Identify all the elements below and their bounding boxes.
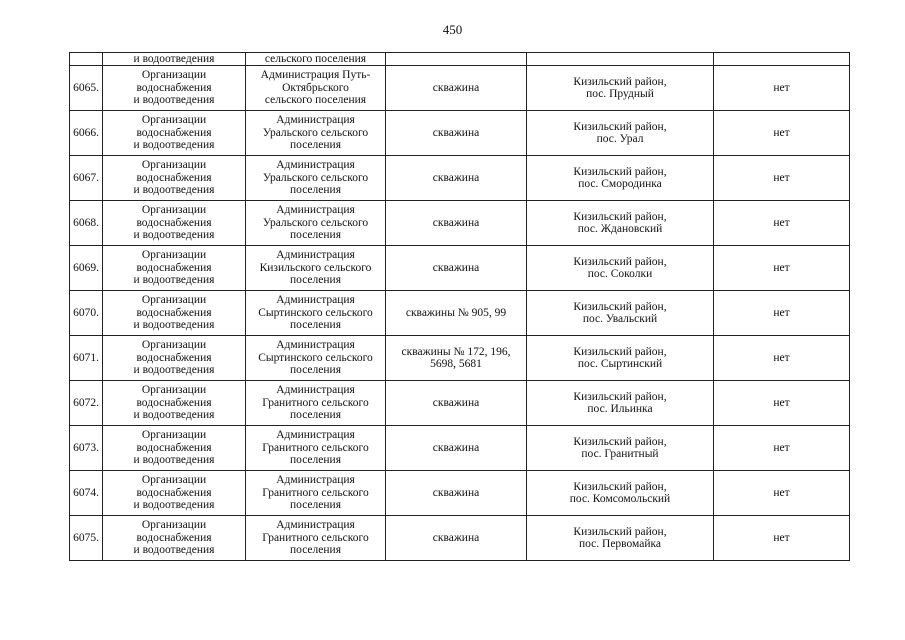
table-row bbox=[70, 291, 850, 336]
cell-organization bbox=[103, 111, 246, 156]
cell-number-text: 6071. bbox=[73, 351, 99, 364]
cell-flag-text: нет bbox=[773, 171, 790, 184]
cell-object bbox=[386, 291, 527, 336]
cell-flag bbox=[714, 53, 850, 66]
cell-flag bbox=[714, 66, 850, 111]
cell-object bbox=[386, 66, 527, 111]
cell-number-text: 6068. bbox=[73, 216, 99, 229]
cell-address bbox=[527, 471, 714, 516]
cell-administration-text: Администрация Путь- Октябрьского сельского поселения bbox=[260, 69, 371, 107]
cell-address-text: Кизильский район, пос. Сыртинский bbox=[573, 345, 667, 370]
table-row bbox=[70, 516, 850, 561]
page-number: 450 bbox=[442, 22, 463, 37]
cell-flag bbox=[714, 336, 850, 381]
cell-flag-text: нет bbox=[773, 531, 790, 544]
cell-flag bbox=[714, 381, 850, 426]
cell-flag bbox=[714, 111, 850, 156]
cell-flag-text: нет bbox=[773, 81, 790, 94]
cell-address bbox=[527, 246, 714, 291]
registry-table bbox=[69, 52, 850, 561]
cell-object-text: скважина bbox=[432, 261, 480, 274]
cell-flag-text: нет bbox=[773, 261, 790, 274]
cell-address bbox=[527, 111, 714, 156]
cell-organization bbox=[103, 516, 246, 561]
cell-flag-text: нет bbox=[773, 216, 790, 229]
cell-organization bbox=[103, 336, 246, 381]
cell-organization: и водоотведения bbox=[103, 53, 246, 66]
table-row bbox=[70, 111, 850, 156]
cell-number bbox=[70, 471, 103, 516]
cell-flag bbox=[714, 471, 850, 516]
cell-administration-text: Администрация Уральского сельского поселения bbox=[262, 204, 369, 242]
cell-object-text: скважины № 172, 196, 5698, 5681 bbox=[401, 345, 511, 370]
cell-object-text: скважина bbox=[432, 486, 480, 499]
table-row bbox=[70, 246, 850, 291]
cell-flag bbox=[714, 156, 850, 201]
cell-organization bbox=[103, 471, 246, 516]
cell-number bbox=[70, 426, 103, 471]
cell-organization bbox=[103, 381, 246, 426]
cell-object-text: скважина bbox=[432, 396, 480, 409]
cell-number bbox=[70, 111, 103, 156]
cell-address-text: Кизильский район, пос. Соколки bbox=[573, 255, 667, 280]
cell-address-text: Кизильский район, пос. Ждановский bbox=[573, 210, 667, 235]
continuation-row bbox=[70, 53, 850, 66]
cell-object-text: скважина bbox=[432, 171, 480, 184]
cell-flag-text: нет bbox=[773, 441, 790, 454]
cell-address bbox=[527, 336, 714, 381]
table-row bbox=[70, 381, 850, 426]
cell-number-text: 6065. bbox=[73, 81, 99, 94]
cell-number-text: 6075. bbox=[73, 531, 99, 544]
cell-address-text: Кизильский район, пос. Урал bbox=[573, 120, 667, 145]
cell-flag bbox=[714, 291, 850, 336]
cell-number bbox=[70, 246, 103, 291]
cell-object-text: скважина bbox=[432, 126, 480, 139]
cell-organization bbox=[103, 246, 246, 291]
cell-administration-text: Администрация Гранитного сельского поселения bbox=[262, 519, 369, 557]
cell-address-text: Кизильский район, пос. Смородинка bbox=[573, 165, 667, 190]
cell-administration-text: Администрация Сыртинского сельского поселения bbox=[258, 294, 373, 332]
cell-flag-text: нет bbox=[773, 126, 790, 139]
cell-administration-text: Администрация Сыртинского сельского поселения bbox=[258, 339, 373, 377]
cell-organization-text: Организации водоснабжения и водоотведения bbox=[133, 474, 215, 512]
cell-address bbox=[527, 156, 714, 201]
cell-address-text: Кизильский район, пос. Увальский bbox=[573, 300, 667, 325]
cell-administration bbox=[246, 201, 386, 246]
cell-address bbox=[527, 291, 714, 336]
cell-flag-text: нет bbox=[773, 351, 790, 364]
cell-flag bbox=[714, 201, 850, 246]
cell-organization bbox=[103, 66, 246, 111]
cell-organization-text: Организации водоснабжения и водоотведения bbox=[133, 429, 215, 467]
cell-flag-text: нет bbox=[773, 486, 790, 499]
table-row bbox=[70, 66, 850, 111]
cell-object bbox=[386, 336, 527, 381]
cell-number bbox=[70, 156, 103, 201]
cell-address bbox=[527, 516, 714, 561]
cell-object bbox=[386, 381, 527, 426]
cell-number bbox=[70, 336, 103, 381]
cell-organization-text: Организации водоснабжения и водоотведения bbox=[133, 384, 215, 422]
cell-object bbox=[386, 201, 527, 246]
table-row bbox=[70, 336, 850, 381]
cell-object bbox=[386, 156, 527, 201]
cell-administration bbox=[246, 471, 386, 516]
cell-administration bbox=[246, 426, 386, 471]
cell-number-text: 6070. bbox=[73, 306, 99, 319]
cell-organization-text: Организации водоснабжения и водоотведения bbox=[133, 249, 215, 287]
cell-administration bbox=[246, 66, 386, 111]
cell-administration-text: Администрация Кизильского сельского поселения bbox=[259, 249, 372, 287]
cell-object bbox=[386, 111, 527, 156]
cell-object bbox=[386, 516, 527, 561]
table-row bbox=[70, 426, 850, 471]
cell-organization bbox=[103, 156, 246, 201]
cell-address bbox=[527, 381, 714, 426]
cell-organization-text: Организации водоснабжения и водоотведения bbox=[133, 204, 215, 242]
cell-administration-text: Администрация Гранитного сельского поселения bbox=[262, 474, 369, 512]
cell-address bbox=[527, 53, 714, 66]
cell-address-text: Кизильский район, пос. Комсомольский bbox=[569, 480, 671, 505]
cell-administration bbox=[246, 291, 386, 336]
cell-number-text: 6074. bbox=[73, 486, 99, 499]
cell-administration-text: Администрация Гранитного сельского поселения bbox=[262, 384, 369, 422]
cell-organization bbox=[103, 426, 246, 471]
cell-number bbox=[70, 516, 103, 561]
cell-flag-text: нет bbox=[773, 396, 790, 409]
cell-organization-text: Организации водоснабжения и водоотведения bbox=[133, 294, 215, 332]
cell-administration bbox=[246, 156, 386, 201]
table-row bbox=[70, 201, 850, 246]
cell-object bbox=[386, 246, 527, 291]
cell-flag-text: нет bbox=[773, 306, 790, 319]
cell-number-text: 6072. bbox=[73, 396, 99, 409]
cell-administration-text: Администрация Уральского сельского поселения bbox=[262, 114, 369, 152]
cell-organization bbox=[103, 291, 246, 336]
cell-number bbox=[70, 201, 103, 246]
cell-administration bbox=[246, 336, 386, 381]
cell-administration-text: Администрация Гранитного сельского поселения bbox=[262, 429, 369, 467]
cell-organization-text: Организации водоснабжения и водоотведения bbox=[133, 339, 215, 377]
cell-address-text: Кизильский район, пос. Первомайка bbox=[573, 525, 667, 550]
cell-flag bbox=[714, 426, 850, 471]
cell-organization-text: Организации водоснабжения и водоотведения bbox=[133, 159, 215, 197]
cell-organization-text: Организации водоснабжения и водоотведения bbox=[133, 69, 215, 107]
cell-object-text: скважина bbox=[432, 216, 480, 229]
cell-address bbox=[527, 66, 714, 111]
cell-object bbox=[386, 426, 527, 471]
cell-number bbox=[70, 53, 103, 66]
cell-address bbox=[527, 426, 714, 471]
cell-number-text: 6069. bbox=[73, 261, 99, 274]
cell-number-text: 6073. bbox=[73, 441, 99, 454]
cell-administration: сельского поселения bbox=[246, 53, 386, 66]
cell-object-text: скважина bbox=[432, 81, 480, 94]
cell-administration bbox=[246, 381, 386, 426]
cell-object-text: скважины № 905, 99 bbox=[405, 306, 507, 319]
cell-object bbox=[386, 471, 527, 516]
cell-organization-text: Организации водоснабжения и водоотведения bbox=[133, 114, 215, 152]
cell-administration bbox=[246, 111, 386, 156]
cell-flag bbox=[714, 516, 850, 561]
table-body bbox=[70, 53, 850, 561]
cell-flag bbox=[714, 246, 850, 291]
cell-administration bbox=[246, 516, 386, 561]
cell-organization-text: Организации водоснабжения и водоотведения bbox=[133, 519, 215, 557]
cell-object-text: скважина bbox=[432, 441, 480, 454]
table-row bbox=[70, 471, 850, 516]
cell-address-text: Кизильский район, пос. Гранитный bbox=[573, 435, 667, 460]
cell-number bbox=[70, 291, 103, 336]
cell-organization bbox=[103, 201, 246, 246]
cell-number bbox=[70, 381, 103, 426]
cell-address-text: Кизильский район, пос. Ильинка bbox=[573, 390, 667, 415]
cell-administration bbox=[246, 246, 386, 291]
cell-administration-text: Администрация Уральского сельского поселения bbox=[262, 159, 369, 197]
cell-number bbox=[70, 66, 103, 111]
cell-address bbox=[527, 201, 714, 246]
table-row bbox=[70, 156, 850, 201]
cell-number-text: 6067. bbox=[73, 171, 99, 184]
cell-address-text: Кизильский район, пос. Прудный bbox=[573, 75, 667, 100]
cell-object-text: скважина bbox=[432, 531, 480, 544]
cell-number-text: 6066. bbox=[73, 126, 99, 139]
cell-object bbox=[386, 53, 527, 66]
